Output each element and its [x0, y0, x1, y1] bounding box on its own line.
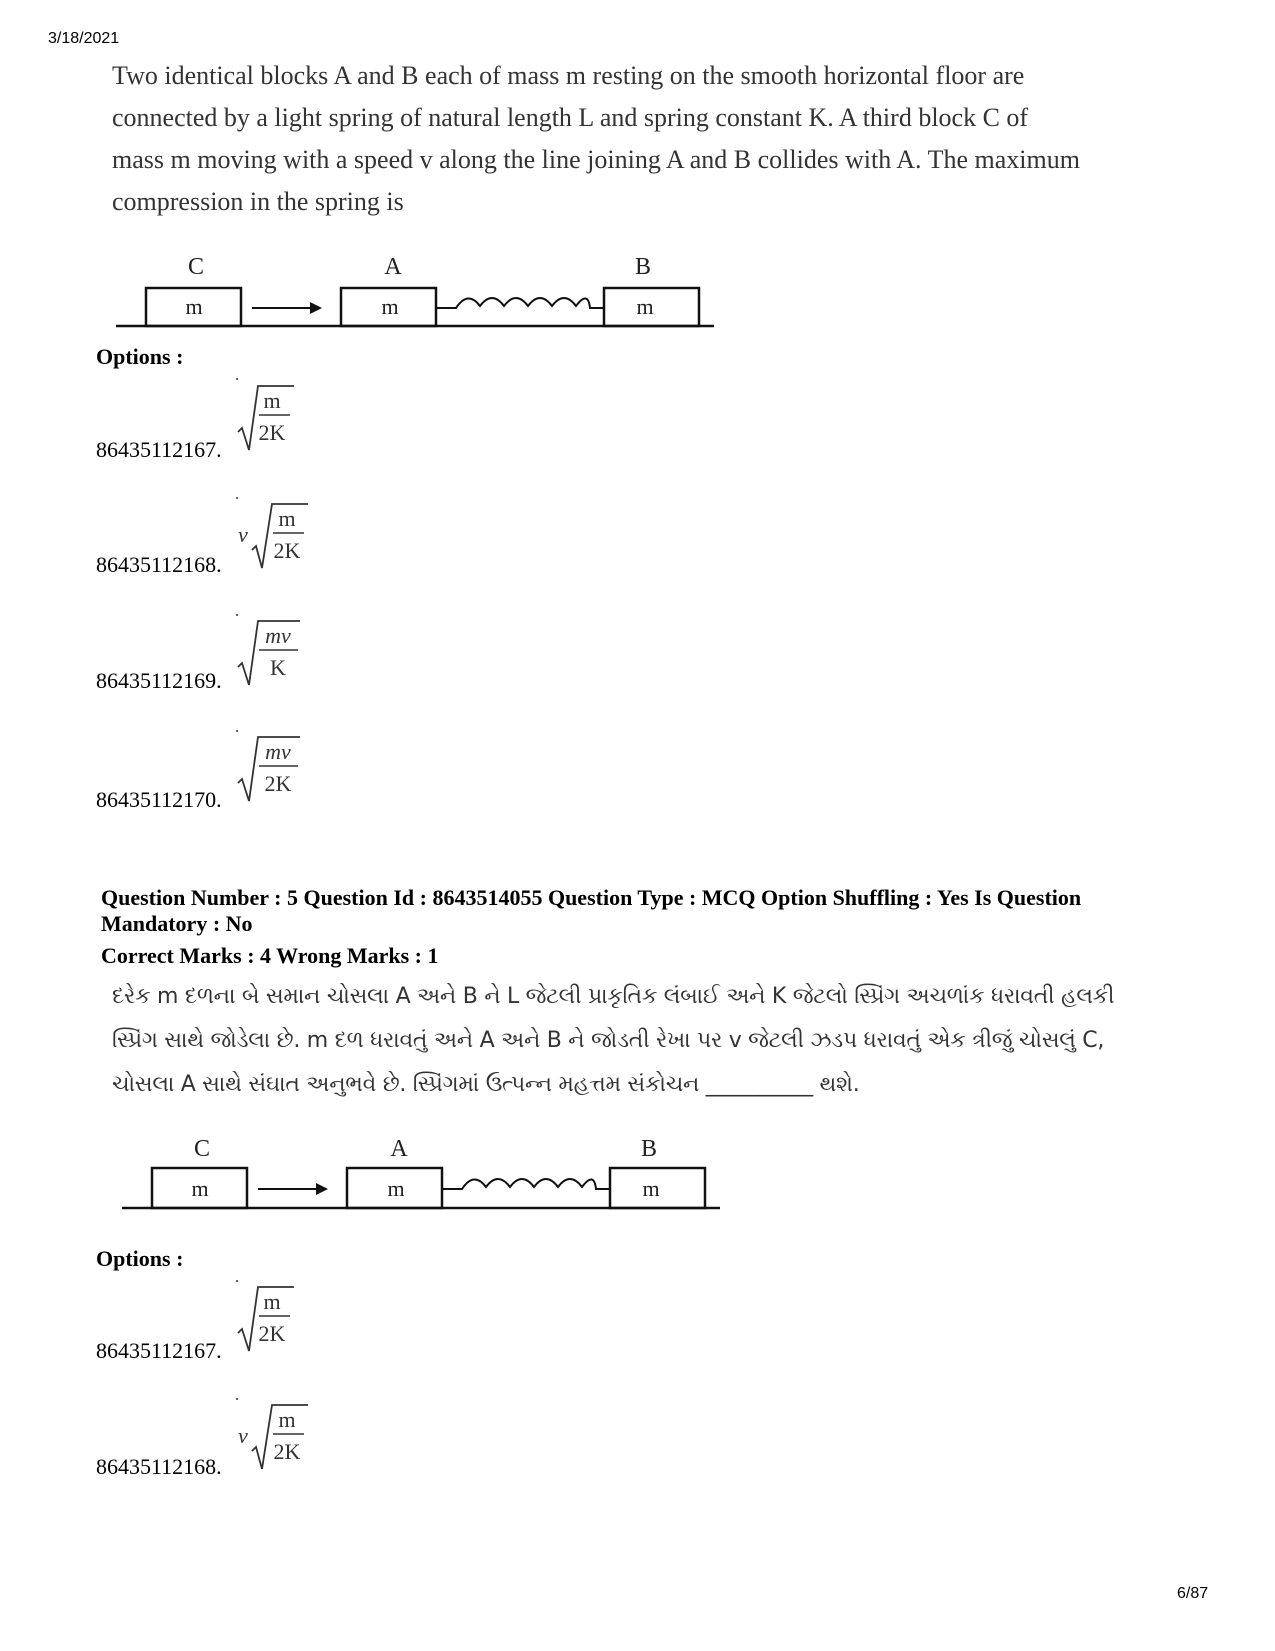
svg-text:2K: 2K — [273, 538, 301, 563]
option-id: 86435112167. — [96, 437, 222, 462]
mass-b: m — [642, 1176, 660, 1201]
label-b: B — [640, 1136, 658, 1162]
svg-text:v: v — [238, 1423, 248, 1448]
option-id: 86435112168. — [96, 552, 222, 577]
blocks-spring-diagram — [110, 248, 730, 338]
svg-text:mv: mv — [265, 623, 291, 648]
label-c: C — [193, 1136, 211, 1162]
question-text-line: Two identical blocks A and B each of mass m resting on the smooth horizontal floor are — [112, 61, 1025, 90]
question-5-meta — [101, 885, 1181, 969]
question-marks: Correct Marks : 4 Wrong Marks : 1 — [101, 943, 439, 968]
print-date: 3/18/2021 — [48, 30, 120, 47]
spring — [436, 298, 604, 308]
option-id: 86435112169. — [96, 668, 222, 693]
question-text-line: compression in the spring is — [112, 187, 404, 216]
sqrt-formula — [232, 733, 322, 805]
sqrt-formula — [236, 1401, 326, 1473]
question-4-text — [112, 55, 1172, 223]
sqrt-formula — [232, 382, 322, 454]
option-id: 86435112167. — [96, 1338, 222, 1363]
question-text-line: connected by a light spring of natural length L and spring constant K. A third block C of — [112, 103, 1029, 132]
question-5-text — [112, 975, 1172, 1107]
svg-text:m: m — [263, 388, 281, 413]
sqrt-formula — [236, 500, 326, 572]
page-number: 6/87 — [1177, 1585, 1209, 1602]
svg-text:mv: mv — [265, 739, 291, 764]
options-label: Options : — [96, 1246, 184, 1271]
spring — [442, 1179, 610, 1189]
mass-a: m — [381, 294, 399, 319]
sqrt-formula — [232, 617, 322, 689]
mass-a: m — [387, 1176, 405, 1201]
svg-text:2K: 2K — [258, 1321, 286, 1346]
question-meta-line: Mandatory : No — [101, 911, 253, 936]
question-text-line: સ્પ્રિંગ સાથે જોડેલા છે. m દળ ધરાવતું અને A અને B ને જોડતી રેખા પર v જેટલી ઝડપ ધરાવતું એક ત્રીજું ચોસલું C, — [112, 1028, 1105, 1053]
option-id: 86435112168. — [96, 1454, 222, 1479]
option-id: 86435112170. — [96, 787, 222, 812]
label-b: B — [634, 254, 652, 280]
svg-text:K: K — [270, 655, 286, 680]
question-text-line: દરેક m દળના બે સમાન ચોસલા A અને B ને L જેટલી પ્રાકૃતિક લંબાઈ અને K જેટલો સ્પ્રિંગ અચળાંક ધરાવતી હલકી — [112, 984, 1115, 1009]
svg-text:m: m — [278, 506, 296, 531]
svg-text:m: m — [278, 1407, 296, 1432]
svg-text:2K: 2K — [273, 1439, 301, 1464]
sqrt-formula — [232, 1283, 322, 1355]
mass-b: m — [636, 294, 654, 319]
question-text-line: ચોસલા A સાથે સંઘાત અનુભવે છે. સ્પ્રિંગમાં ઉત્પન્ન મહત્તમ સંકોચન __________ થશે. — [112, 1072, 860, 1097]
svg-text:2K: 2K — [264, 771, 292, 796]
svg-text:2K: 2K — [258, 420, 286, 445]
options-label: Options : — [96, 344, 184, 369]
question-meta-line: Question Number : 5 Question Id : 8643514055 Question Type : MCQ Option Shuffling : Yes Is Question — [101, 885, 1082, 910]
svg-text:v: v — [238, 522, 248, 547]
question-text-line: mass m moving with a speed v along the line joining A and B collides with A. The maximum — [112, 145, 1080, 174]
mass-c: m — [185, 294, 203, 319]
label-c: C — [187, 254, 205, 280]
blocks-spring-diagram — [116, 1130, 736, 1220]
mass-c: m — [191, 1176, 209, 1201]
label-a: A — [384, 254, 402, 280]
svg-text:m: m — [263, 1289, 281, 1314]
label-a: A — [390, 1136, 408, 1162]
